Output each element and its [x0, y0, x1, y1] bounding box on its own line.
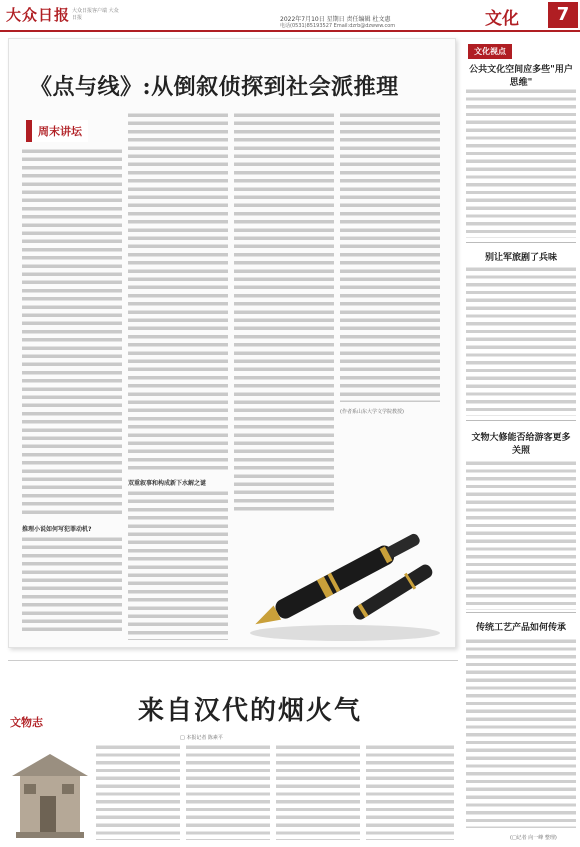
contact-line: 电话(0531)85193527 Email:dzrb@dzwww.com: [280, 23, 396, 29]
bottom-column-4: [366, 744, 454, 840]
culture-viewpoint-tag: 文化视点: [468, 44, 512, 59]
article-column-1b: [22, 536, 122, 636]
article-column-1: [22, 148, 122, 518]
right-article-4-title: 传统工艺产品如何传承: [475, 623, 566, 633]
right-article-2-title: 别让军旅剧了兵味: [484, 253, 557, 263]
divider: [466, 612, 576, 613]
fountain-pen-illustration: [240, 515, 450, 645]
bottom-column-1: [96, 744, 180, 840]
subhead-motive: 推理小说如何写犯罪动机?: [22, 526, 92, 533]
bottom-column-2: [186, 744, 270, 840]
article-column-2: [128, 112, 228, 470]
column-tag: 周末讲坛: [26, 120, 88, 142]
subhead-narrative: 双重叙事和构成新下水解之谜: [128, 480, 207, 487]
right-article-1-title: 公共文化空间应多些"用户思维": [469, 65, 573, 88]
right-article-2-body: [466, 266, 576, 416]
han-pottery-house-illustration: [10, 740, 90, 840]
bottom-column-3: [276, 744, 360, 840]
author-note: (作者系山东大学文学院教授): [340, 409, 404, 415]
divider: [466, 242, 576, 243]
main-headline: 《点与线》:从倒叙侦探到社会派推理: [30, 74, 399, 100]
right-article-3-title: 文物大修能否给游客更多关照: [471, 433, 571, 456]
article-column-2b: [128, 490, 228, 640]
date-line: 2022年7月10日 星期日 责任编辑 杜文惠: [280, 16, 391, 23]
right-article-4-body: [466, 638, 576, 828]
right-article-3-body: [466, 460, 576, 610]
logo-subtitle: 大众日报客户端 大众日报: [72, 8, 119, 21]
masthead: [0, 0, 580, 32]
cultural-relic-tag: 文物志: [10, 716, 43, 729]
bottom-byline: □ 本报记者 陈素平: [180, 735, 223, 741]
bottom-headline: 来自汉代的烟火气: [137, 696, 362, 726]
divider: [8, 660, 458, 661]
page-number: 7: [548, 2, 578, 28]
right-article-1-body: [466, 88, 576, 238]
right-column-credit: (□记者 向一峰 整理): [510, 835, 557, 841]
newspaper-logo: 大众日报: [6, 6, 71, 24]
section-name: 文化: [485, 9, 519, 29]
article-column-4: [340, 112, 440, 402]
divider: [466, 420, 576, 421]
article-column-3: [234, 112, 334, 512]
